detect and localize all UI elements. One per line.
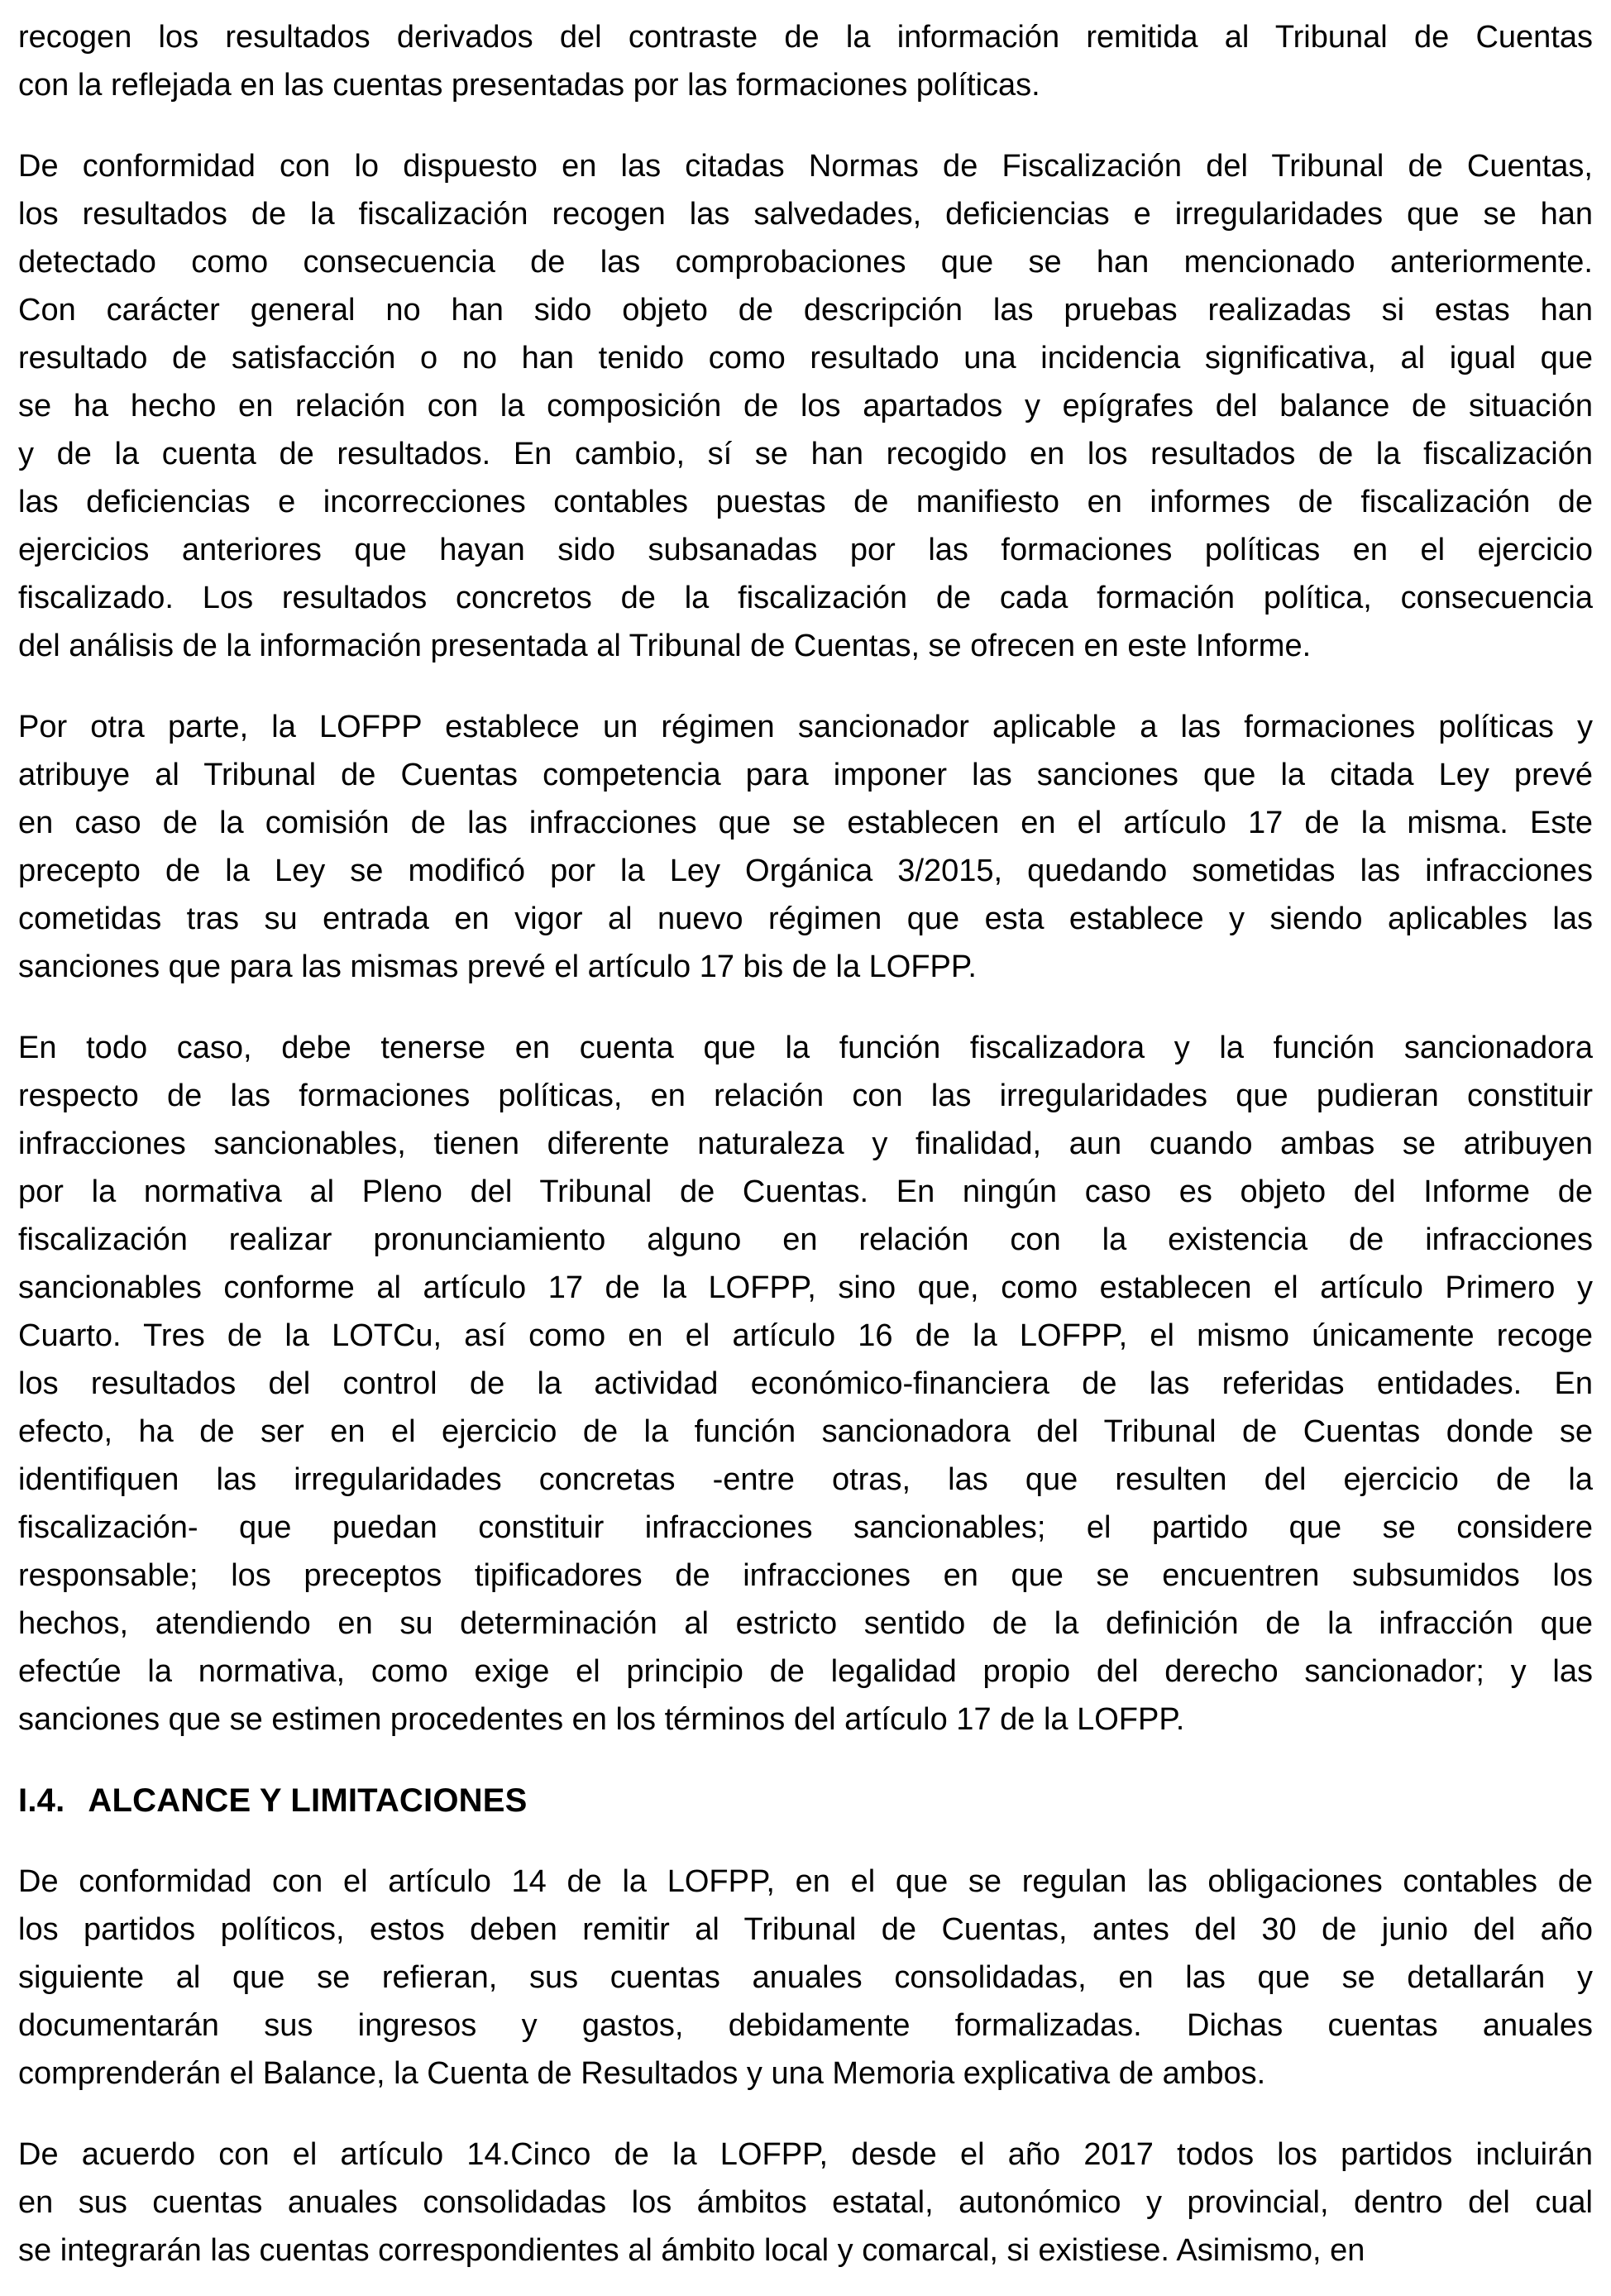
- text-line: sancionables conforme al artículo 17 de la LOFPP, sino que, como establecen el artículo Primero y: [18, 1270, 1593, 1305]
- text-line: recogen los resultados derivados del contraste de la información remitida al Tribunal de Cuentas: [18, 20, 1593, 55]
- text-line: ejercicios anteriores que hayan sido subsanadas por las formaciones políticas en el ejercicio: [18, 533, 1593, 567]
- text-line: los resultados de la fiscalización recogen las salvedades, deficiencias e irregularidades que se han: [18, 197, 1593, 232]
- paragraph-6: [18, 2131, 1593, 2274]
- text-line: las deficiencias e incorrecciones contables puestas de manifiesto en informes de fiscalización de: [18, 485, 1593, 519]
- document-body: [18, 13, 1593, 2274]
- text-line: siguiente al que se refieran, sus cuentas anuales consolidadas, en las que se detallarán y: [18, 1960, 1593, 1995]
- text-line: y de la cuenta de resultados. En cambio, sí se han recogido en los resultados de la fiscalización: [18, 437, 1593, 471]
- text-line: hechos, atendiendo en su determinación al estricto sentido de la definición de la infracción que: [18, 1606, 1593, 1641]
- text-line: los resultados del control de la actividad económico-financiera de las referidas entidades. En: [18, 1366, 1593, 1401]
- text-line: fiscalizado. Los resultados concretos de la fiscalización de cada formación política, consecuencia: [18, 581, 1593, 615]
- text-line: por la normativa al Pleno del Tribunal de Cuentas. En ningún caso es objeto del Informe de: [18, 1174, 1593, 1209]
- text-line: fiscalización realizar pronunciamiento alguno en relación con la existencia de infracciones: [18, 1222, 1593, 1257]
- text-line: resultado de satisfacción o no han tenido como resultado una incidencia significativa, al igual que: [18, 341, 1593, 375]
- text-line: De conformidad con lo dispuesto en las citadas Normas de Fiscalización del Tribunal de Cuentas,: [18, 149, 1593, 184]
- text-line: De acuerdo con el artículo 14.Cinco de la LOFPP, desde el año 2017 todos los partidos incluirán: [18, 2137, 1593, 2172]
- text-line: en sus cuentas anuales consolidadas los ámbitos estatal, autonómico y provincial, dentro del cual: [18, 2185, 1593, 2220]
- text-line: responsable; los preceptos tipificadores de infracciones en que se encuentren subsumidos los: [18, 1558, 1593, 1593]
- text-line: del análisis de la información presentada al Tribunal de Cuentas, se ofrecen en este Informe.: [18, 629, 1312, 663]
- paragraph-5: [18, 1858, 1593, 2097]
- text-line: efectúe la normativa, como exige el principio de legalidad propio del derecho sancionador; y las: [18, 1654, 1593, 1689]
- section-heading-title: ALCANCE Y LIMITACIONES: [88, 1782, 528, 1819]
- text-line: Cuarto. Tres de la LOTCu, así como en el artículo 16 de la LOFPP, el mismo únicamente recoge: [18, 1318, 1593, 1353]
- paragraph-2: [18, 142, 1593, 670]
- text-line: identifiquen las irregularidades concretas -entre otras, las que resulten del ejercicio de la: [18, 1462, 1593, 1497]
- paragraph-1: [18, 13, 1593, 109]
- text-line: precepto de la Ley se modificó por la Ley Orgánica 3/2015, quedando sometidas las infracciones: [18, 854, 1593, 888]
- text-line: con la reflejada en las cuentas presentadas por las formaciones políticas.: [18, 68, 1040, 103]
- text-line: Por otra parte, la LOFPP establece un régimen sancionador aplicable a las formaciones políticas y: [18, 710, 1593, 744]
- text-line: se integrarán las cuentas correspondientes al ámbito local y comarcal, si existiese. Asimismo, en: [18, 2233, 1365, 2268]
- paragraph-4: [18, 1024, 1593, 1744]
- text-line: infracciones sancionables, tienen diferente naturaleza y finalidad, aun cuando ambas se atribuyen: [18, 1126, 1593, 1161]
- text-line: detectado como consecuencia de las comprobaciones que se han mencionado anteriormente.: [18, 245, 1593, 280]
- text-line: los partidos políticos, estos deben remitir al Tribunal de Cuentas, antes del 30 de junio del año: [18, 1912, 1593, 1947]
- text-line: Con carácter general no han sido objeto de descripción las pruebas realizadas si estas han: [18, 293, 1593, 328]
- text-line: fiscalización- que puedan constituir infracciones sancionables; el partido que se considere: [18, 1510, 1593, 1545]
- text-line: respecto de las formaciones políticas, en relación con las irregularidades que pudieran constituir: [18, 1079, 1593, 1113]
- text-line: atribuye al Tribunal de Cuentas competencia para imponer las sanciones que la citada Ley prevé: [18, 758, 1593, 792]
- text-line: comprenderán el Balance, la Cuenta de Resultados y una Memoria explicativa de ambos.: [18, 2056, 1266, 2091]
- text-line: sanciones que para las mismas prevé el artículo 17 bis de la LOFPP.: [18, 949, 977, 984]
- text-line: documentarán sus ingresos y gastos, debidamente formalizadas. Dichas cuentas anuales: [18, 2008, 1593, 2043]
- text-line: De conformidad con el artículo 14 de la LOFPP, en el que se regulan las obligaciones contables de: [18, 1864, 1593, 1899]
- paragraph-3: [18, 703, 1593, 991]
- section-heading-number: I.4.: [18, 1782, 65, 1819]
- text-line: se ha hecho en relación con la composición de los apartados y epígrafes del balance de situación: [18, 389, 1593, 423]
- section-heading-i4: [18, 1777, 1593, 1825]
- text-line: sanciones que se estimen procedentes en los términos del artículo 17 de la LOFPP.: [18, 1702, 1185, 1737]
- text-line: efecto, ha de ser en el ejercicio de la función sancionadora del Tribunal de Cuentas donde se: [18, 1414, 1593, 1449]
- text-line: cometidas tras su entrada en vigor al nuevo régimen que esta establece y siendo aplicables las: [18, 902, 1593, 936]
- text-line: En todo caso, debe tenerse en cuenta que la función fiscalizadora y la función sancionadora: [18, 1031, 1593, 1065]
- text-line: en caso de la comisión de las infracciones que se establecen en el artículo 17 de la misma. Este: [18, 806, 1593, 840]
